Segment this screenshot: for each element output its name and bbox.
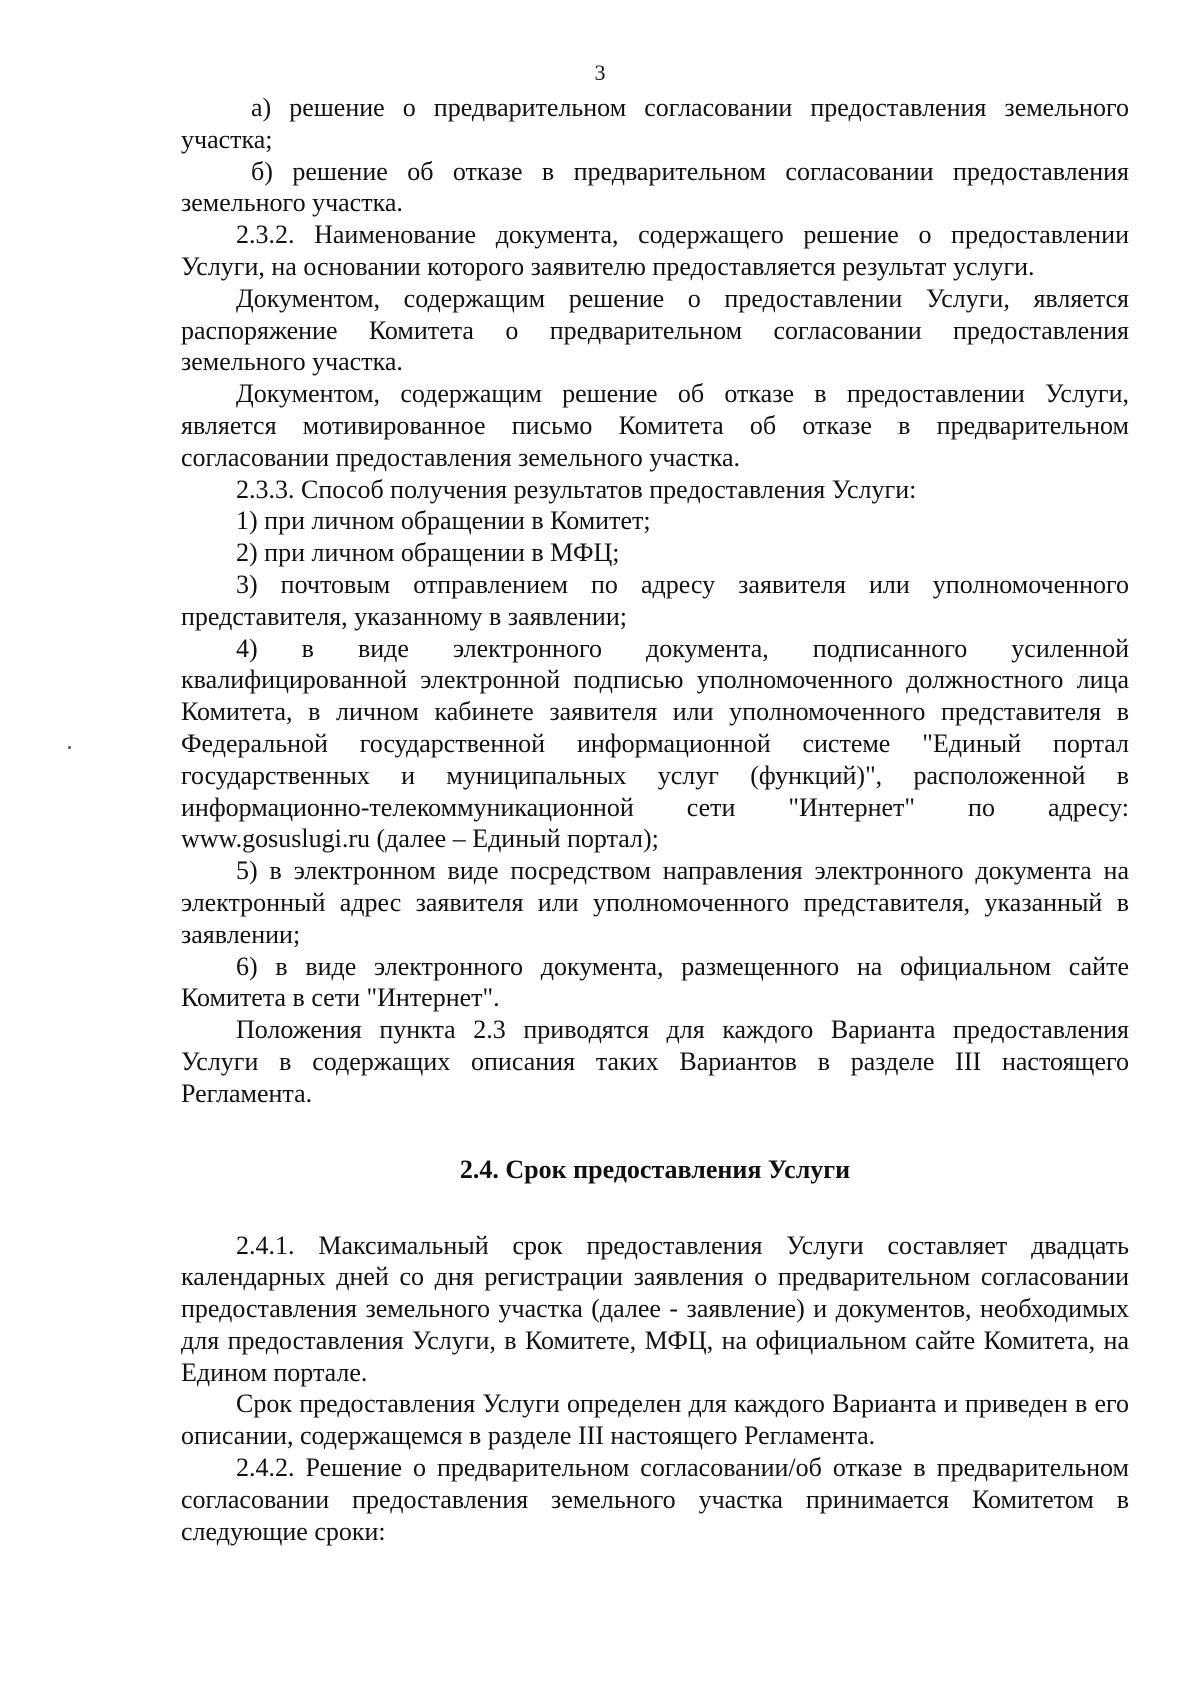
paragraph-2-3-2: 2.3.2. Наименование документа, содержащего решение о предоставлении Услуги, на основании которого заявителю предоставляется результат услуги. [181, 220, 1129, 281]
paragraph-decision-b: б) решение об отказе в предварительном согласовании предоставления земельного участка. [181, 156, 1129, 218]
paragraph-provisions-2-3: Положения пункта 2.3 приводятся для каждого Варианта предоставления Услуги в содержащих описания таких Вариантов в разделе III настоящего Регламента. [181, 1015, 1129, 1108]
list-item-1: 1) при личном обращении в Комитет; [236, 506, 651, 536]
paragraph-2-4-1: 2.4.1. Максимальный срок предоставления Услуги составляет двадцать календарных дней со дня регистрации заявления о предварительном согласовании предоставления земельного участка (далее - заявление) и документов, необходимых для предоставления Услуги, в Комитете, МФЦ, на официальном сайте Комитета, на Едином портале. [181, 1230, 1129, 1387]
paragraph-2-3-3: 2.3.3. Способ получения результатов предоставления Услуги: [236, 474, 917, 504]
document-body [181, 92, 1129, 1547]
section-heading-2-4: 2.4. Срок предоставления Услуги [459, 1154, 851, 1184]
paragraph-decision-a: а) решение о предварительном согласовании предоставления земельного участка; [181, 93, 1129, 154]
paragraph-positive-document: Документом, содержащим решение о предоставлении Услуги, является распоряжение Комитета о предварительном согласовании предоставления земельного участка. [181, 283, 1129, 377]
paragraph-2-4-2: 2.4.2. Решение о предварительном согласовании/об отказе в предварительном согласовании предоставления земельного участка принимается Комитетом в следующие сроки: [181, 1453, 1129, 1546]
list-item-2: 2) при личном обращении в МФЦ; [236, 538, 620, 568]
paragraph-refusal-document: Документом, содержащим решение об отказе в предоставлении Услуги, является мотивированное письмо Комитета об отказе в предварительном согласовании предоставления земельного участка. [181, 379, 1129, 472]
page-number: 3 [594, 60, 606, 85]
paragraph-term-variant: Срок предоставления Услуги определен для каждого Варианта и приведен в его описании, содержащемся в разделе III настоящего Регламента. [181, 1389, 1129, 1451]
list-item-6: 6) в виде электронного документа, размещенного на официальном сайте Комитета в сети "Интернет". [181, 951, 1129, 1013]
list-item-4: 4) в виде электронного документа, подписанного усиленной квалифицированной электронной подписью уполномоченного должностного лица Комитета, в личном кабинете заявителя или уполномоченного представителя в Федеральной государственной информационной системе "Единый портал государственных и муниципальных услуг (функций)", расположенной в информационно-телекоммуникационной сети "Интернет" по адресу: www.gosuslugi.ru (далее – Единый портал); [181, 633, 1129, 854]
scan-speck [68, 746, 71, 749]
list-item-5: 5) в электронном виде посредством направления электронного документа на электронный адрес заявителя или уполномоченного представителя, указанный в заявлении; [181, 856, 1129, 949]
list-item-3: 3) почтовым отправлением по адресу заявителя или уполномоченного представителя, указанному в заявлении; [181, 569, 1129, 631]
